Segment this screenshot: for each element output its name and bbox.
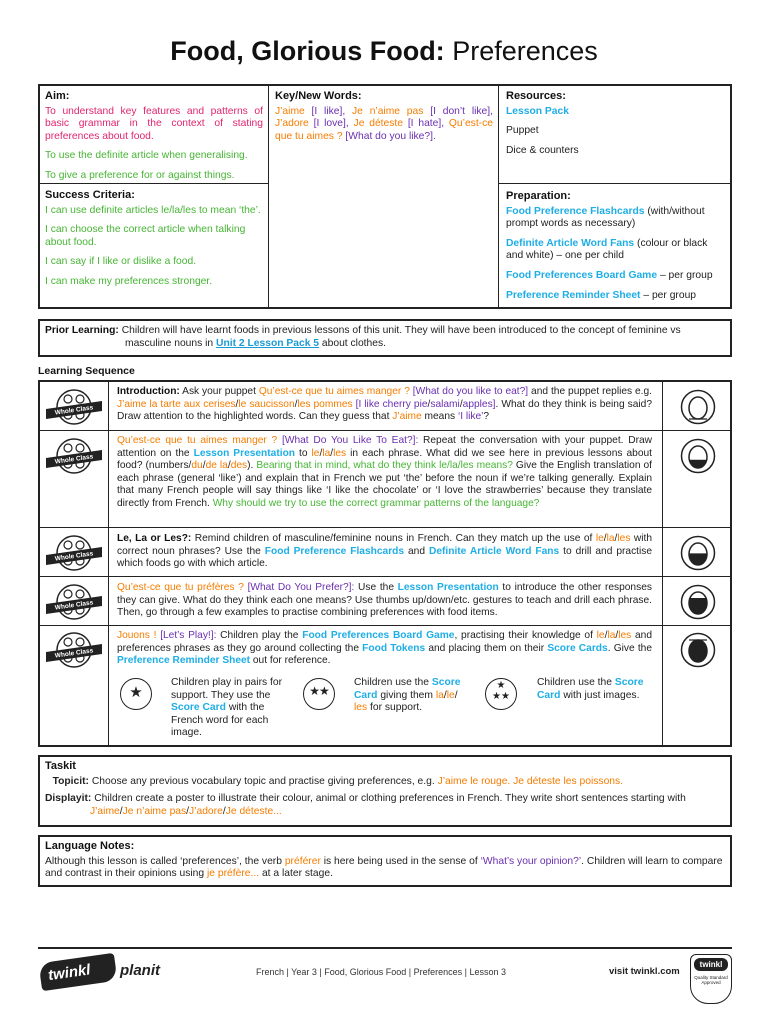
keywords-text <box>275 106 493 144</box>
keyword-segment: [I don’t like], <box>423 105 494 117</box>
one-star-icon: ★ <box>120 678 152 710</box>
sequence-heading: Learning Sequence <box>38 365 135 377</box>
footer-text: French | Year 3 | Food, Glorious Food | Preferences | Lesson 3 <box>256 967 506 977</box>
keyword-segment: [I hate], <box>403 118 449 130</box>
diff-two-star: Children use the Score Card giving them la/le/ les for support. <box>354 677 461 714</box>
keyword-segment: J’adore <box>275 118 309 130</box>
prep-item: Definite Article Word Fans (colour or black and white) – one per child <box>506 237 708 262</box>
prep-link[interactable]: Food Preferences Board Game <box>506 269 658 281</box>
prep-item: Food Preferences Board Game – per group <box>506 269 713 281</box>
prep-item: Food Preference Flashcards (with/without prompt words as necessary) <box>506 205 705 230</box>
taskit: Taskit Topicit: Choose any previous vocabulary topic and practise giving preferences, e.g. J’aime le rouge. Je déteste les poissons. Displayit: Children create a poster to illustrate their colour, animal or clothing preferences in French. They write short sentences starting with J’aime/Je n’aime pas/J’adore/Je déteste... <box>45 760 727 818</box>
success-item: I can make my preferences stronger. <box>45 275 213 287</box>
aim-item: To use the definite article when generalising. <box>45 150 248 162</box>
step-jouons: Jouons ! [Let’s Play!]: Children play the Food Preferences Board Game, practising their knowledge of le/la/les and preferences phrases as they go around collecting the Food Tokens and placing them on their Score Cards. Give the Preference Reminder Sheet out for reference. <box>117 630 652 666</box>
whole-class-badge-icon <box>44 533 104 573</box>
aim-heading: Aim: <box>45 90 70 102</box>
diff-three-star: Children use the Score Card with just images. <box>537 677 644 701</box>
challenge-level-icon <box>680 535 716 571</box>
svg-text:Whole Class: Whole Class <box>54 404 94 417</box>
whole-class-badge-icon <box>44 582 104 622</box>
aim-item: To understand key features and patterns of basic grammar in the context of stating preferences about food. <box>45 105 263 142</box>
keyword-segment: [What do you like?]. <box>342 130 436 142</box>
svg-text:Whole Class: Whole Class <box>54 599 94 612</box>
step-introduction: Introduction: Ask your puppet Qu’est-ce que tu aimes manger ? [What do you like to eat?] and the puppet replies e.g. J’aime la tarte aux cerises/le saucisson/les pommes [I like cherry pie/salami/apples]. What do they think is being said? Draw attention to the highlighted words. Can they guess that J’aime means ‘I like’? <box>117 386 653 422</box>
prior-learning: Prior Learning: Children will have learnt foods in previous lessons of this unit. They will have been introduced to the concept of feminine vs masculine nouns in Unit 2 Lesson Pack 5 about clothes. <box>45 325 681 349</box>
resource-puppet: Puppet <box>506 125 539 137</box>
keywords-heading: Key/New Words: <box>275 90 362 102</box>
preparation-heading: Preparation: <box>506 190 571 202</box>
success-heading: Success Criteria: <box>45 189 135 201</box>
success-item: I can choose the correct article when talking about food. <box>45 224 246 248</box>
keyword-segment: J’aime <box>275 105 305 117</box>
svg-text:Whole Class: Whole Class <box>54 453 94 466</box>
language-heading: Language Notes: <box>45 840 135 852</box>
success-criteria <box>45 189 263 296</box>
whole-class-badge-icon <box>44 630 104 670</box>
whole-class-badge-icon <box>44 436 104 476</box>
keyword-segment: [I love], <box>308 118 354 130</box>
keyword-segment: [I like], <box>304 105 353 117</box>
keyword-segment: Je déteste <box>353 118 404 130</box>
quality-badge-icon: twinkl Quality Standard Approved <box>690 954 732 1004</box>
language-notes: Language Notes: Although this lesson is called ‘preferences’, the verb préférer is here being used in the sense of ‘What’s your opinion?’. Children will learn to compare and contrast in their opinions using je préfère... at a later stage. <box>45 840 727 881</box>
two-star-icon: ★★ <box>303 678 335 710</box>
resources <box>506 90 726 164</box>
prep-link[interactable]: Preference Reminder Sheet <box>506 289 641 301</box>
twinkl-logo: twinkl <box>38 953 117 991</box>
step-presentation: Qu’est-ce que tu aimes manger ? [What Do You Like To Eat?]: Repeat the conversation with your puppet. Draw attention on the Lesson Presentation to le/la/les in each phrase. What did we see here in previous lessons about food? (numbers/du/de la/des). Bearing that in mind, what do they think le/la/les means? Give the English translation of each phrase (general ‘like’) and explain that in French we put ‘the’ before the noun if we’re talking generally. Explain that many French people will say things like ‘I like the chocolate’ or ‘I love the strawberries’ because they translate directly from French. Why should we try to use the correct grammar patterns of the language? <box>117 435 653 509</box>
prior-label: Prior Learning: <box>45 325 119 336</box>
page-title: Food, Glorious Food: Preferences <box>170 36 598 66</box>
success-item: I can use definite articles le/la/les to mean ‘the’. <box>45 204 261 216</box>
lesson-pack-link[interactable]: Lesson Pack <box>506 105 569 117</box>
resources-heading: Resources: <box>506 90 566 102</box>
challenge-level-icon <box>680 632 716 668</box>
keyword-segment: Je n’aime pas <box>352 105 424 117</box>
svg-text:Whole Class: Whole Class <box>54 550 94 563</box>
preparation <box>506 190 726 309</box>
diff-one-star: Children play in pairs for support. They use the Score Card with the French word for each image. <box>171 677 283 739</box>
step-le-la-les: Le, La or Les?: Remind children of masculine/feminine nouns in French. Can they match up the use of le/la/les with correct noun phrases? Use the Food Preference Flashcards and Definite Article Word Fans to drill and practise which foods go with which article. <box>117 533 653 569</box>
taskit-heading: Taskit <box>45 760 76 772</box>
planit-logo: planit <box>120 962 160 979</box>
prep-item: Preference Reminder Sheet – per group <box>506 289 697 301</box>
footer-divider <box>38 947 732 949</box>
key-words <box>275 90 493 143</box>
aim-item: To give a preference for or against things. <box>45 169 235 181</box>
challenge-level-icon <box>680 584 716 620</box>
step-prefer: Qu’est-ce que tu préfères ? [What Do You Prefer?]: Use the Lesson Presentation to introduce the other responses they can give. What do they think each one means? Use thumbs up/down/etc. gestures to teach and drill each phrase. Then, go through a few examples to practise combining preferences with food items. <box>117 582 652 618</box>
svg-text:Whole Class: Whole Class <box>54 647 94 660</box>
whole-class-badge-icon <box>44 387 104 427</box>
prep-link[interactable]: Definite Article Word Fans <box>506 237 635 249</box>
keyword-segment: Qu’est-ce que tu aimes ? <box>275 118 493 142</box>
prep-link[interactable]: Food Preference Flashcards <box>506 205 645 217</box>
challenge-level-icon <box>680 389 716 425</box>
visit-link[interactable]: visit twinkl.com <box>609 966 680 977</box>
unit-link[interactable]: Unit 2 Lesson Pack 5 <box>216 337 320 349</box>
three-star-icon: ★ ★★ <box>485 678 517 710</box>
challenge-level-icon <box>680 438 716 474</box>
success-item: I can say if I like or dislike a food. <box>45 256 197 268</box>
resource-dice: Dice & counters <box>506 144 579 156</box>
aim-section <box>45 90 263 190</box>
